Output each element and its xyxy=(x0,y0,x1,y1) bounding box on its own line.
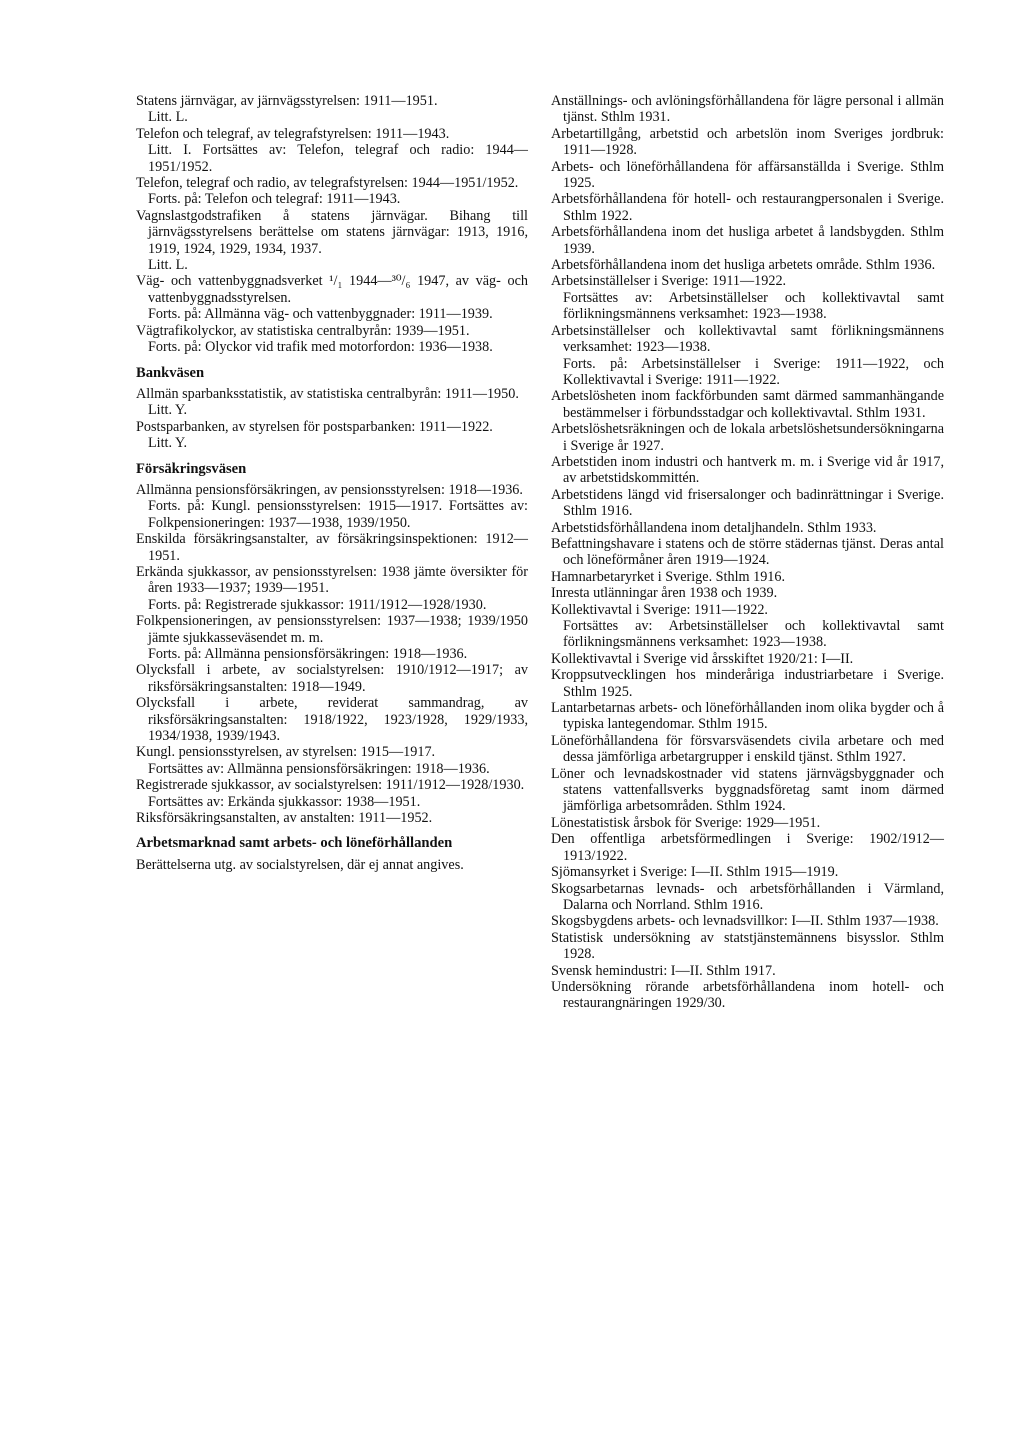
bibliography-entry: Skogsarbetarnas levnads- och arbetsförhållanden i Värmland, Dalarna och Norrland. Sthlm 1916. xyxy=(551,880,944,913)
bibliography-entry: Den offentliga arbetsförmedlingen i Sverige: 1902/1912—1913/1922. xyxy=(551,831,944,864)
bibliography-entry: Lantarbetarnas arbets- och löneförhållanden inom olika bygder och å typiska lantegendomar. Sthlm 1915. xyxy=(551,700,944,733)
bibliography-entry: Inresta utlänningar åren 1938 och 1939. xyxy=(551,585,778,602)
entry-continuation-note: Forts. på: Allmänna väg- och vattenbyggnader: 1911—1939. xyxy=(148,306,493,323)
entry-continuation-note: Forts. på: Kungl. pensionsstyrelsen: 1915—1917. Fortsättes av: Folkpensioneringen: 1937—1938, 1939/1950. xyxy=(148,498,528,531)
bibliography-entry: Vägtrafikolyckor, av statistiska centralbyrån: 1939—1951. xyxy=(136,322,470,339)
bibliography-entry: Hamnarbetaryrket i Sverige. Sthlm 1916. xyxy=(551,568,786,585)
left-column xyxy=(136,93,528,873)
bibliography-entry: Olycksfall i arbete, reviderat sammandrag, av riksförsäkringsanstalten: 1918/1922, 1923/1928, 1929/1933, 1934/1938, 1939/1943. xyxy=(136,695,528,745)
bibliography-entry: Arbets- och löneförhållandena för affärsanställda i Sverige. Sthlm 1925. xyxy=(551,158,944,192)
bibliography-entry: Vagnslastgodstrafiken å statens järnvägar. Bihang till järnvägsstyrelsens berättelse om statens järnvägar: 1913, 1916, 1919, 1924, 1929, 1934, 1937. xyxy=(136,207,528,257)
bibliography-entry: Kroppsutvecklingen hos minderåriga industriarbetare i Sverige. Sthlm 1925. xyxy=(551,667,944,700)
bibliography-entry: Arbetslöshetsräkningen och de lokala arbetslöshetsundersökningarna i Sverige år 1927. xyxy=(551,421,944,454)
section-heading: Bankväsen xyxy=(136,364,205,381)
entry-continuation-note: Litt. Y. xyxy=(148,435,188,452)
bibliography-entry: Svensk hemindustri: I—II. Sthlm 1917. xyxy=(551,962,776,979)
bibliography-entry: Folkpensioneringen, av pensionsstyrelsen: 1937—1938; 1939/1950 jämte sjukkasseväsendet m. m. xyxy=(136,613,528,646)
bibliography-entry: Arbetstiden inom industri och hantverk m. m. i Sverige vid år 1917, av arbetstidskommittén. xyxy=(551,453,944,487)
bibliography-entry: Arbetartillgång, arbetstid och arbetslön inom Sveriges jordbruk: 1911—1928. xyxy=(551,125,944,159)
entry-continuation-note: Litt. L. xyxy=(148,109,188,126)
bibliography-entry: Arbetsinställelser och kollektivavtal samt förlikningsmännens verksamhet: 1923—1938. xyxy=(551,322,944,356)
bibliography-entry: Löneförhållandena för försvarsväsendets civila arbetare och med dessa jämförliga arbetargrupper i enskild tjänst. Sthlm 1927. xyxy=(551,732,944,766)
entry-continuation-note: Fortsättes av: Allmänna pensionsförsäkringen: 1918—1936. xyxy=(148,760,490,777)
bibliography-entry: Kollektivavtal i Sverige vid årsskiftet 1920/21: I—II. xyxy=(551,650,854,667)
bibliography-entry: Arbetstidens längd vid frisersalonger och badinrättningar i Sverige. Sthlm 1916. xyxy=(551,486,944,520)
entry-continuation-note: Fortsättes av: Arbetsinställelser och kollektivavtal samt förlikningsmännens verksamhet: 1923—1938. xyxy=(563,289,944,323)
bibliography-entry: Arbetsförhållandena inom det husliga arbetet å landsbygden. Sthlm 1939. xyxy=(551,224,944,257)
entry-continuation-note: Litt. I. Fortsättes av: Telefon, telegraf och radio: 1944—1951/1952. xyxy=(148,142,528,175)
entry-continuation-note: Forts. på: Telefon och telegraf: 1911—1943. xyxy=(148,191,401,208)
right-column xyxy=(551,93,944,1012)
bibliography-entry: Arbetstidsförhållandena inom detaljhandeln. Sthlm 1933. xyxy=(551,519,877,536)
entry-continuation-note: Litt. L. xyxy=(148,257,188,274)
bibliography-entry: Arbetsförhållandena för hotell- och restaurangpersonalen i Sverige. Sthlm 1922. xyxy=(551,191,944,224)
bibliography-entry: Väg- och vattenbyggnadsverket ¹/₁ 1944—³⁰/₆ 1947, av väg- och vattenbyggnadsstyrelsen. xyxy=(136,273,528,306)
entry-continuation-note: Forts. på: Arbetsinställelser i Sverige: 1911—1922, och Kollektivavtal i Sverige: 1911—1922. xyxy=(563,355,944,388)
bibliography-entry: Postsparbanken, av styrelsen för postsparbanken: 1911—1922. xyxy=(136,418,493,435)
bibliography-entry: Riksförsäkringsanstalten, av anstalten: 1911—1952. xyxy=(136,810,433,827)
bibliography-entry: Olycksfall i arbete, av socialstyrelsen: 1910/1912—1917; av riksförsäkringsanstalten: 1918—1949. xyxy=(136,662,528,695)
bibliography-entry: Kungl. pensionsstyrelsen, av styrelsen: 1915—1917. xyxy=(136,744,436,761)
bibliography-entry: Telefon, telegraf och radio, av telegrafstyrelsen: 1944—1951/1952. xyxy=(136,175,519,192)
section-intro-note: Berättelserna utg. av socialstyrelsen, där ej annat angives. xyxy=(136,856,464,873)
bibliography-entry: Arbetslösheten inom fackförbunden samt därmed sammanhängande bestämmelser i förbundsstadgar och kollektivavtal. Sthlm 1931. xyxy=(551,388,944,421)
section-heading: Försäkringsväsen xyxy=(136,460,247,477)
section-heading: Arbetsmarknad samt arbets- och löneförhållanden xyxy=(136,835,453,852)
bibliography-entry: Statistisk undersökning av statstjänstemännens bisysslor. Sthlm 1928. xyxy=(551,929,944,963)
bibliography-entry: Statens järnvägar, av järnvägsstyrelsen: 1911—1951. xyxy=(136,93,438,109)
entry-continuation-note: Litt. Y. xyxy=(148,402,188,419)
bibliography-entry: Undersökning rörande arbetsförhållandena inom hotell- och restaurangnäringen 1929/30. xyxy=(551,978,944,1012)
entry-continuation-note: Fortsättes av: Erkända sjukkassor: 1938—1951. xyxy=(148,793,421,810)
bibliography-entry: Allmänna pensionsförsäkringen, av pensionsstyrelsen: 1918—1936. xyxy=(136,481,523,498)
entry-continuation-note: Forts. på: Registrerade sjukkassor: 1911/1912—1928/1930. xyxy=(148,596,487,613)
bibliography-entry: Befattningshavare i statens och de större städernas tjänst. Deras antal och löneförmåner åren 1919—1924. xyxy=(551,535,944,569)
entry-continuation-note: Fortsättes av: Arbetsinställelser och kollektivavtal samt förlikningsmännens verksamhet: 1923—1938. xyxy=(563,618,944,651)
entry-continuation-note: Forts. på: Allmänna pensionsförsäkringen: 1918—1936. xyxy=(148,646,468,662)
bibliography-entry: Enskilda försäkringsanstalter, av försäkringsinspektionen: 1912—1951. xyxy=(136,531,528,564)
bibliography-entry: Telefon och telegraf, av telegrafstyrelsen: 1911—1943. xyxy=(136,125,450,142)
bibliography-entry: Lönestatistisk årsbok för Sverige: 1929—1951. xyxy=(551,814,821,831)
entry-continuation-note: Forts. på: Olyckor vid trafik med motorfordon: 1936—1938. xyxy=(148,339,493,356)
bibliography-entry: Skogsbygdens arbets- och levnadsvillkor: I—II. Sthlm 1937—1938. xyxy=(551,913,939,930)
bibliography-entry: Kollektivavtal i Sverige: 1911—1922. xyxy=(551,601,768,618)
bibliography-entry: Erkända sjukkassor, av pensionsstyrelsen: 1938 jämte översikter för åren 1933—1937; 1939—1951. xyxy=(136,563,528,597)
bibliography-entry: Arbetsinställelser i Sverige: 1911—1922. xyxy=(551,273,787,290)
bibliography-entry: Löner och levnadskostnader vid statens järnvägsbyggnader och statens vattenfallsverks byggnadsföretag samt inom därmed jämförliga arbetsområden. Sthlm 1924. xyxy=(551,765,944,815)
bibliography-entry: Anställnings- och avlöningsförhållandena för lägre personal i allmän tjänst. Sthlm 1931. xyxy=(551,93,944,126)
bibliography-entry: Registrerade sjukkassor, av socialstyrelsen: 1911/1912—1928/1930. xyxy=(136,777,525,794)
bibliography-entry: Sjömansyrket i Sverige: I—II. Sthlm 1915—1919. xyxy=(551,864,839,881)
bibliography-entry: Arbetsförhållandena inom det husliga arbetets område. Sthlm 1936. xyxy=(551,257,936,274)
bibliography-entry: Allmän sparbanksstatistik, av statistiska centralbyrån: 1911—1950. xyxy=(136,385,519,402)
